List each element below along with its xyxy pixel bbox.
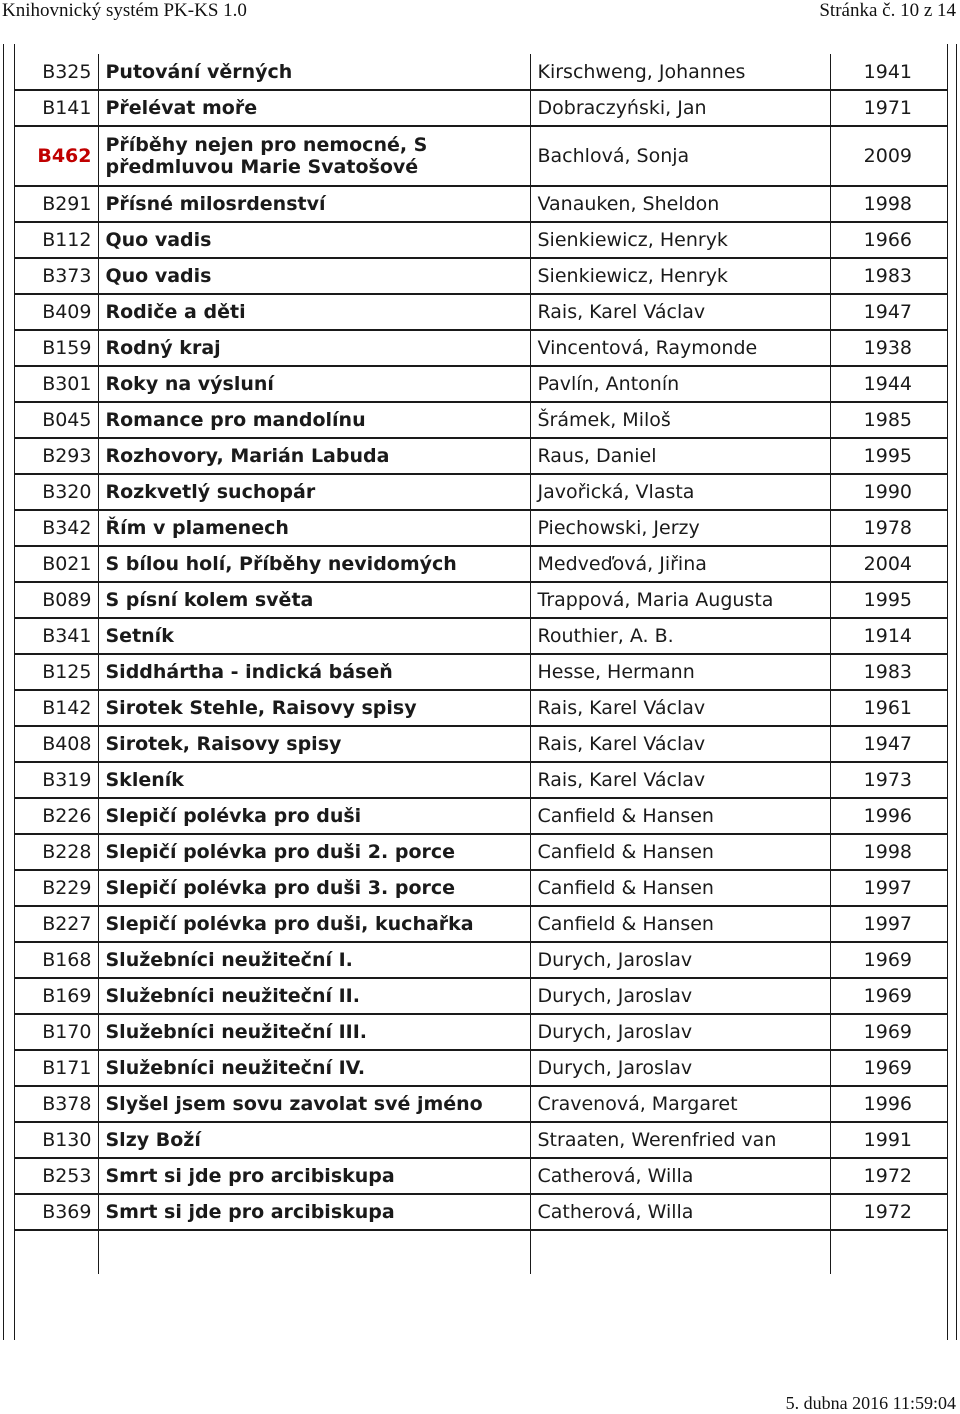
book-title: Sirotek, Raisovy spisy <box>98 726 530 762</box>
book-code: B169 <box>14 978 98 1014</box>
book-list-body <box>14 54 948 1274</box>
book-year: 1978 <box>830 510 948 546</box>
book-code: B227 <box>14 906 98 942</box>
book-code: B229 <box>14 870 98 906</box>
book-author: Canfield & Hansen <box>530 798 830 834</box>
book-author: Durych, Jaroslav <box>530 942 830 978</box>
book-title: Roky na výsluní <box>98 366 530 402</box>
book-code: B089 <box>14 582 98 618</box>
book-title: Rodiče a děti <box>98 294 530 330</box>
table-row <box>14 1122 948 1158</box>
book-code: B319 <box>14 762 98 798</box>
table-row <box>14 618 948 654</box>
book-code: B226 <box>14 798 98 834</box>
book-author: Hesse, Hermann <box>530 654 830 690</box>
book-author: Canfield & Hansen <box>530 906 830 942</box>
book-year: 1983 <box>830 654 948 690</box>
book-author: Rais, Karel Václav <box>530 726 830 762</box>
book-title: Služebníci neužiteční III. <box>98 1014 530 1050</box>
book-code: B369 <box>14 1194 98 1230</box>
book-author: Durych, Jaroslav <box>530 978 830 1014</box>
book-year: 1995 <box>830 582 948 618</box>
book-year: 1995 <box>830 438 948 474</box>
table-row <box>14 294 948 330</box>
book-year: 1990 <box>830 474 948 510</box>
book-author: Šrámek, Miloš <box>530 402 830 438</box>
book-title: Slepičí polévka pro duši <box>98 798 530 834</box>
book-code: B341 <box>14 618 98 654</box>
table-row <box>14 90 948 126</box>
book-author: Medveďová, Jiřina <box>530 546 830 582</box>
print-timestamp: 5. dubna 2016 11:59:04 <box>785 1393 956 1413</box>
table-row <box>14 126 948 186</box>
book-title: Sirotek Stehle, Raisovy spisy <box>98 690 530 726</box>
book-title: Slepičí polévka pro duši 2. porce <box>98 834 530 870</box>
book-title: Přísné milosrdenství <box>98 186 530 222</box>
book-list-table-wrap <box>14 54 948 1274</box>
book-author: Catherová, Willa <box>530 1194 830 1230</box>
book-year: 1944 <box>830 366 948 402</box>
book-title: Slepičí polévka pro duši, kuchařka <box>98 906 530 942</box>
book-author: Kirschweng, Johannes <box>530 54 830 90</box>
book-author: Rais, Karel Václav <box>530 294 830 330</box>
book-code: B301 <box>14 366 98 402</box>
book-author: Trappová, Maria Augusta <box>530 582 830 618</box>
empty-row <box>14 1230 948 1274</box>
book-code: B168 <box>14 942 98 978</box>
table-row <box>14 402 948 438</box>
book-year: 1991 <box>830 1122 948 1158</box>
book-code: B325 <box>14 54 98 90</box>
book-author: Rais, Karel Václav <box>530 762 830 798</box>
book-title: Smrt si jde pro arcibiskupa <box>98 1158 530 1194</box>
book-code: B021 <box>14 546 98 582</box>
book-code: B408 <box>14 726 98 762</box>
book-year: 1969 <box>830 978 948 1014</box>
book-author: Dobraczyński, Jan <box>530 90 830 126</box>
book-title: Slzy Boží <box>98 1122 530 1158</box>
book-title: Rozhovory, Marián Labuda <box>98 438 530 474</box>
book-code: B293 <box>14 438 98 474</box>
book-year: 1961 <box>830 690 948 726</box>
book-title: Putování věrných <box>98 54 530 90</box>
book-year: 1998 <box>830 186 948 222</box>
book-year: 1947 <box>830 294 948 330</box>
book-year: 1972 <box>830 1158 948 1194</box>
book-year: 2009 <box>830 126 948 186</box>
book-author: Cravenová, Margaret <box>530 1086 830 1122</box>
book-title: Slepičí polévka pro duši 3. porce <box>98 870 530 906</box>
empty-cell <box>14 1230 98 1274</box>
book-title: Řím v plamenech <box>98 510 530 546</box>
table-row <box>14 870 948 906</box>
book-title: Quo vadis <box>98 258 530 294</box>
book-code: B112 <box>14 222 98 258</box>
book-author: Rais, Karel Václav <box>530 690 830 726</box>
book-list-table <box>14 54 948 1274</box>
book-code: B125 <box>14 654 98 690</box>
book-code: B170 <box>14 1014 98 1050</box>
book-title: Služebníci neužiteční IV. <box>98 1050 530 1086</box>
table-row <box>14 798 948 834</box>
table-row <box>14 834 948 870</box>
book-year: 1969 <box>830 1014 948 1050</box>
table-row <box>14 1014 948 1050</box>
book-code: B142 <box>14 690 98 726</box>
book-author: Durych, Jaroslav <box>530 1014 830 1050</box>
table-row <box>14 978 948 1014</box>
empty-cell <box>530 1230 830 1274</box>
book-year: 1972 <box>830 1194 948 1230</box>
table-row <box>14 690 948 726</box>
table-row <box>14 330 948 366</box>
book-code: B141 <box>14 90 98 126</box>
table-row <box>14 942 948 978</box>
book-year: 1973 <box>830 762 948 798</box>
book-year: 1914 <box>830 618 948 654</box>
table-row <box>14 582 948 618</box>
book-title: Přelévat moře <box>98 90 530 126</box>
book-year: 1997 <box>830 870 948 906</box>
book-author: Pavlín, Antonín <box>530 366 830 402</box>
book-title: Služebníci neužiteční II. <box>98 978 530 1014</box>
table-row <box>14 762 948 798</box>
book-year: 1998 <box>830 834 948 870</box>
book-author: Vincentová, Raymonde <box>530 330 830 366</box>
table-row <box>14 510 948 546</box>
book-author: Routhier, A. B. <box>530 618 830 654</box>
book-year: 1969 <box>830 942 948 978</box>
table-row <box>14 186 948 222</box>
book-year: 1966 <box>830 222 948 258</box>
book-code: B045 <box>14 402 98 438</box>
book-author: Raus, Daniel <box>530 438 830 474</box>
book-year: 1971 <box>830 90 948 126</box>
book-author: Canfield & Hansen <box>530 834 830 870</box>
book-title: Quo vadis <box>98 222 530 258</box>
book-code: B409 <box>14 294 98 330</box>
book-title: Slyšel jsem sovu zavolat své jméno <box>98 1086 530 1122</box>
book-year: 1997 <box>830 906 948 942</box>
table-row <box>14 222 948 258</box>
book-author: Sienkiewicz, Henryk <box>530 222 830 258</box>
book-title: Rozkvetlý suchopár <box>98 474 530 510</box>
book-year: 1938 <box>830 330 948 366</box>
table-row <box>14 366 948 402</box>
report-system-title: Knihovnický systém PK-KS 1.0 <box>2 0 247 21</box>
book-code: B342 <box>14 510 98 546</box>
book-code: B320 <box>14 474 98 510</box>
right-border-line-outer <box>956 44 957 1340</box>
book-title: Smrt si jde pro arcibiskupa <box>98 1194 530 1230</box>
table-row <box>14 54 948 90</box>
book-title: Rodný kraj <box>98 330 530 366</box>
book-author: Catherová, Willa <box>530 1158 830 1194</box>
book-year: 1996 <box>830 1086 948 1122</box>
table-row <box>14 906 948 942</box>
left-border-line <box>3 44 4 1340</box>
book-code: B253 <box>14 1158 98 1194</box>
book-year: 1947 <box>830 726 948 762</box>
book-code: B159 <box>14 330 98 366</box>
book-author: Vanauken, Sheldon <box>530 186 830 222</box>
book-title: Siddhártha - indická báseň <box>98 654 530 690</box>
book-author: Durych, Jaroslav <box>530 1050 830 1086</box>
book-year: 1983 <box>830 258 948 294</box>
table-row <box>14 726 948 762</box>
book-code: B171 <box>14 1050 98 1086</box>
book-author: Javořická, Vlasta <box>530 474 830 510</box>
empty-cell <box>830 1230 948 1274</box>
book-code: B291 <box>14 186 98 222</box>
book-author: Bachlová, Sonja <box>530 126 830 186</box>
book-title: Setník <box>98 618 530 654</box>
book-year: 1941 <box>830 54 948 90</box>
book-year: 1996 <box>830 798 948 834</box>
table-row <box>14 654 948 690</box>
book-code: B462 <box>14 126 98 186</box>
book-title: Příběhy nejen pro nemocné, S předmluvou Marie Svatošové <box>98 126 530 186</box>
table-row <box>14 1194 948 1230</box>
book-year: 1985 <box>830 402 948 438</box>
book-code: B228 <box>14 834 98 870</box>
book-title: Skleník <box>98 762 530 798</box>
table-row <box>14 258 948 294</box>
book-author: Piechowski, Jerzy <box>530 510 830 546</box>
book-author: Straaten, Werenfried van <box>530 1122 830 1158</box>
book-code: B373 <box>14 258 98 294</box>
page-number: Stránka č. 10 z 14 <box>819 0 956 21</box>
book-title: S bílou holí, Příběhy nevidomých <box>98 546 530 582</box>
table-row <box>14 1086 948 1122</box>
book-title: S písní kolem světa <box>98 582 530 618</box>
book-year: 1969 <box>830 1050 948 1086</box>
book-author: Canfield & Hansen <box>530 870 830 906</box>
book-title: Romance pro mandolínu <box>98 402 530 438</box>
book-title: Služebníci neužiteční I. <box>98 942 530 978</box>
table-row <box>14 546 948 582</box>
book-code: B130 <box>14 1122 98 1158</box>
book-year: 2004 <box>830 546 948 582</box>
empty-cell <box>98 1230 530 1274</box>
table-row <box>14 474 948 510</box>
book-code: B378 <box>14 1086 98 1122</box>
book-author: Sienkiewicz, Henryk <box>530 258 830 294</box>
table-row <box>14 1158 948 1194</box>
table-row <box>14 438 948 474</box>
table-row <box>14 1050 948 1086</box>
